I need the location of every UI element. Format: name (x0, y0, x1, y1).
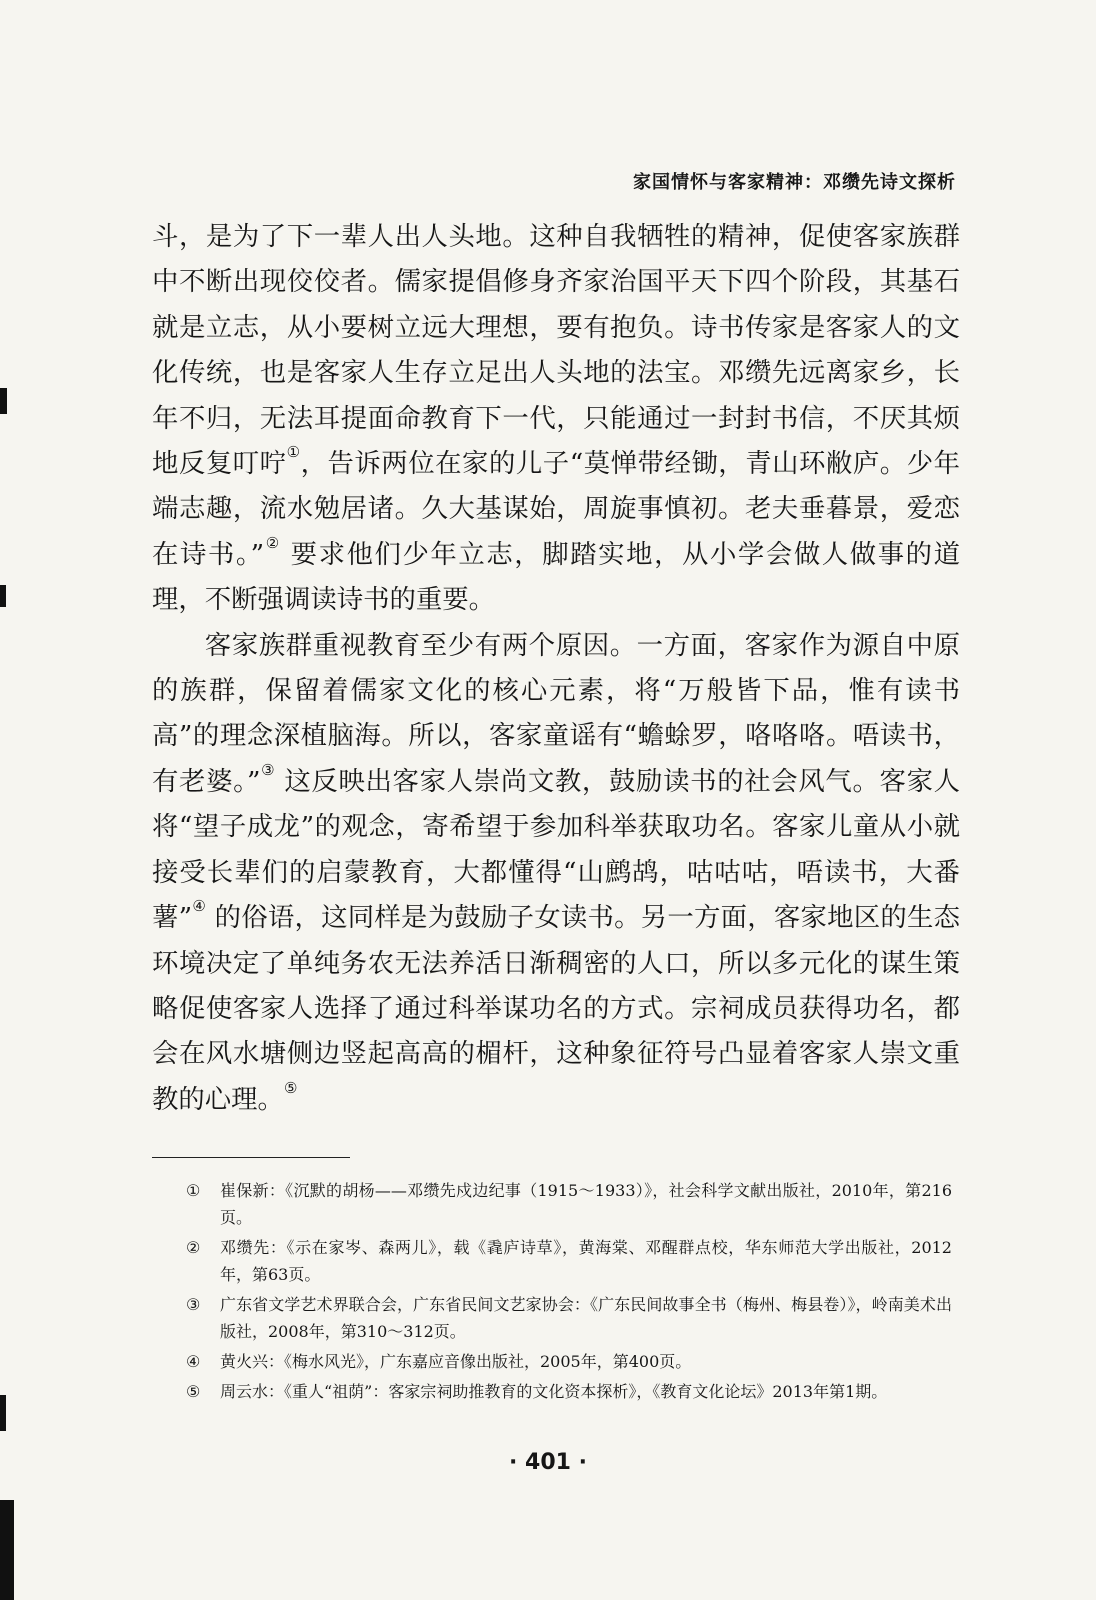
footnote-number: ④ (186, 1352, 201, 1371)
body-text (152, 214, 960, 1122)
footnote-reference: ① (286, 443, 301, 462)
footnote-text: 崔保新：《沉默的胡杨——邓缵先戍边纪事（1915～1933）》，社会科学文献出版社，2010年，第216页。 (220, 1181, 952, 1227)
text-run: 客家族群重视教育至少有两个原因。一方面，客家作为源自中原的族群，保留着儒家文化的核心元素，将“万般皆下品，惟有读书高”的理念深植脑海。所以，客家童谣有“蟾蜍罗，咯咯咯。唔读书，有老婆。” (152, 629, 960, 797)
footnote-number: ② (186, 1238, 201, 1257)
footnote-item (186, 1234, 952, 1288)
text-run: ，告诉两位在家的儿子“莫惮带经锄，青山环敝庐。少年端志趣，流水勉居诸。久大基谋始，周旋事慎初。老夫垂暮景，爱恋在诗书。” (152, 448, 961, 570)
footnote-reference: ④ (192, 897, 207, 916)
footnote-reference: ③ (260, 760, 276, 779)
body-paragraph (152, 623, 960, 1122)
page-number: · 401 · (509, 1450, 587, 1475)
footnotes (186, 1177, 952, 1408)
footnote-text: 黄火兴：《梅水风光》，广东嘉应音像出版社，2005年，第400页。 (220, 1352, 692, 1371)
footnote-item (186, 1378, 952, 1405)
footnote-item (186, 1291, 952, 1345)
footnote-text: 周云水：《重人“祖荫”：客家宗祠助推教育的文化资本探析》，《教育文化论坛》2013年第1期。 (220, 1382, 888, 1401)
body-paragraph (152, 214, 960, 623)
footnote-number: ③ (186, 1295, 201, 1314)
footnote-reference: ② (264, 533, 281, 552)
footnote-number: ① (186, 1181, 201, 1200)
footnote-rule (152, 1157, 350, 1158)
scan-edge-mark (0, 388, 7, 414)
footnote-text: 邓缵先：《示在家岑、森两儿》，载《毳庐诗草》，黄海棠、邓醒群点校，华东师范大学出版社，2012年，第63页。 (220, 1238, 952, 1284)
scan-edge-mark (0, 1500, 14, 1600)
footnote-item (186, 1348, 952, 1375)
running-header: 家国情怀与客家精神：邓缵先诗文探析 (633, 172, 956, 193)
scan-edge-mark (0, 585, 6, 607)
scan-edge-mark (0, 1395, 6, 1431)
footnote-text: 广东省文学艺术界联合会，广东省民间文艺家协会：《广东民间故事全书（梅州、梅县卷）》，岭南美术出版社，2008年，第310～312页。 (220, 1295, 952, 1341)
footnote-number: ⑤ (186, 1382, 201, 1401)
text-run: 要求他们少年立志，脚踏实地，从小学会做人做事的道理，不断强调读诗书的重要。 (152, 538, 961, 616)
footnote-reference: ⑤ (283, 1078, 298, 1097)
text-run: 斗，是为了下一辈人出人头地。这种自我牺牲的精神，促使客家族群中不断出现佼佼者。儒家提倡修身齐家治国平天下四个阶段，其基石就是立志，从小要树立远大理想，要有抱负。诗书传家是客家人的文化传统，也是客家人生存立足出人头地的法宝。邓缵先远离家乡，长年不归，无法耳提面命教育下一代，只能通过一封封书信，不厌其烦地反复叮咛 (152, 221, 960, 480)
text-run: 这反映出客家人崇尚文教，鼓励读书的社会风气。客家人将“望子成龙”的观念，寄希望于参加科举获取功名。客家儿童从小就接受长辈们的启蒙教育，大都懂得“山鹧鸪，咕咕咕，唔读书，大番薯” (152, 765, 961, 934)
footnote-item (186, 1177, 952, 1231)
text-run: 的俗语，这同样是为鼓励子女读书。另一方面，客家地区的生态环境决定了单纯务农无法养活日渐稠密的人口，所以多元化的谋生策略促使客家人选择了通过科举谋功名的方式。宗祠成员获得功名，都会在风水塘侧边竖起高高的楣杆，这种象征符号凸显着客家人崇文重教的心理。 (152, 902, 960, 1115)
